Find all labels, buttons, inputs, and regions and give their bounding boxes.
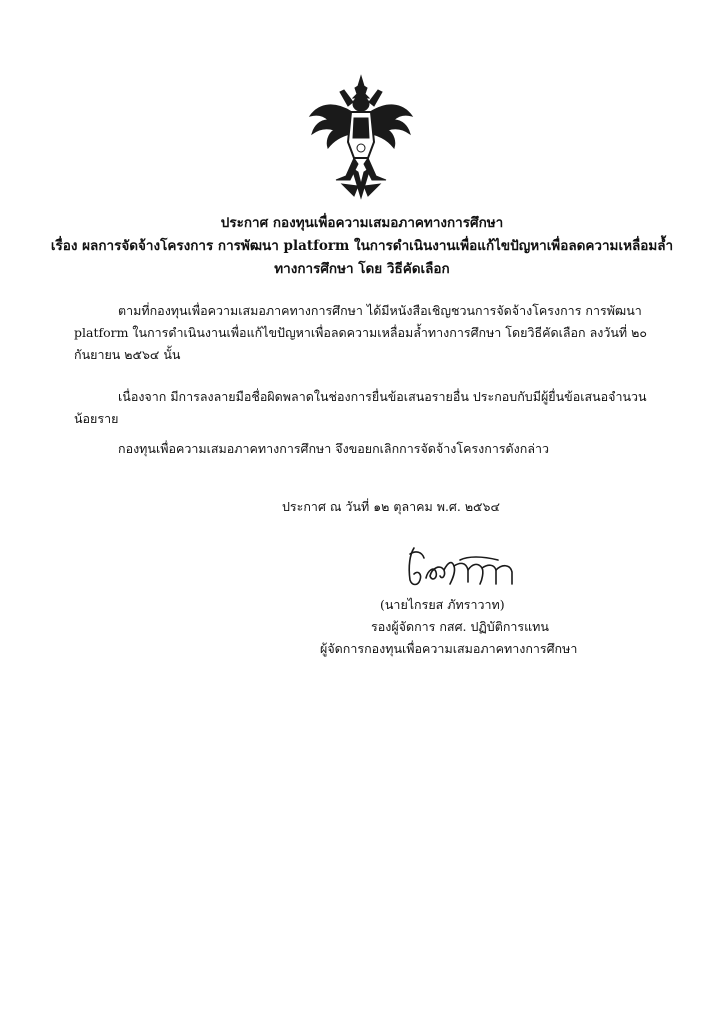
header-subject-continued: ทางการศึกษา โดย วิธีคัดเลือก [274, 261, 450, 277]
header-title: ประกาศ กองทุนเพื่อความเสมอภาคทางการศึกษา [220, 215, 504, 231]
signatory-role: รองผู้จัดการ กสศ. ปฏิบัติการแทน [371, 619, 549, 634]
paragraph-3: กองทุนเพื่อความเสมอภาคทางการศึกษา จึงขอยกเลิกการจัดจ้างโครงการดังกล่าว [118, 441, 550, 456]
handwritten-signature [402, 540, 532, 594]
signatory-role-continued: ผู้จัดการกองทุนเพื่อความเสมอภาคทางการศึกษา [320, 641, 578, 656]
announcement-date: ประกาศ ณ วันที่ ๑๒ ตุลาคม พ.ศ. ๒๕๖๔ [282, 499, 500, 514]
paragraph-2-line-1: เนื่องจาก มีการลงลายมือชื่อผิดพลาดในช่องการยื่นข้อเสนอรายอื่น ประกอบกับมีผู้ยื่นข้อเสนอจำนวน [118, 389, 647, 404]
header-subject: เรื่อง ผลการจัดจ้างโครงการ การพัฒนา platform ในการดำเนินงานเพื่อแก้ไขปัญหาเพื่อลดความเหลื่อมล้ำ [50, 238, 674, 254]
paragraph-1-line-3: กันยายน ๒๕๖๔ นั้น [74, 347, 181, 362]
garuda-emblem-icon [306, 72, 416, 202]
paragraph-2-line-2: น้อยราย [74, 411, 119, 426]
document-header [0, 212, 724, 281]
signatory-name: (นายไกรยส ภัทราวาท) [380, 597, 505, 612]
paragraph-1-line-1: ตามที่กองทุนเพื่อความเสมอภาคทางการศึกษา ได้มีหนังสือเชิญชวนการจัดจ้างโครงการ การพัฒนา [118, 303, 642, 318]
paragraph-1-line-2: platform ในการดำเนินงานเพื่อแก้ไขปัญหาเพื่อลดความเหลื่อมล้ำทางการศึกษา โดยวิธีคัดเลือก ลงวันที่ ๒๐ [74, 325, 647, 340]
